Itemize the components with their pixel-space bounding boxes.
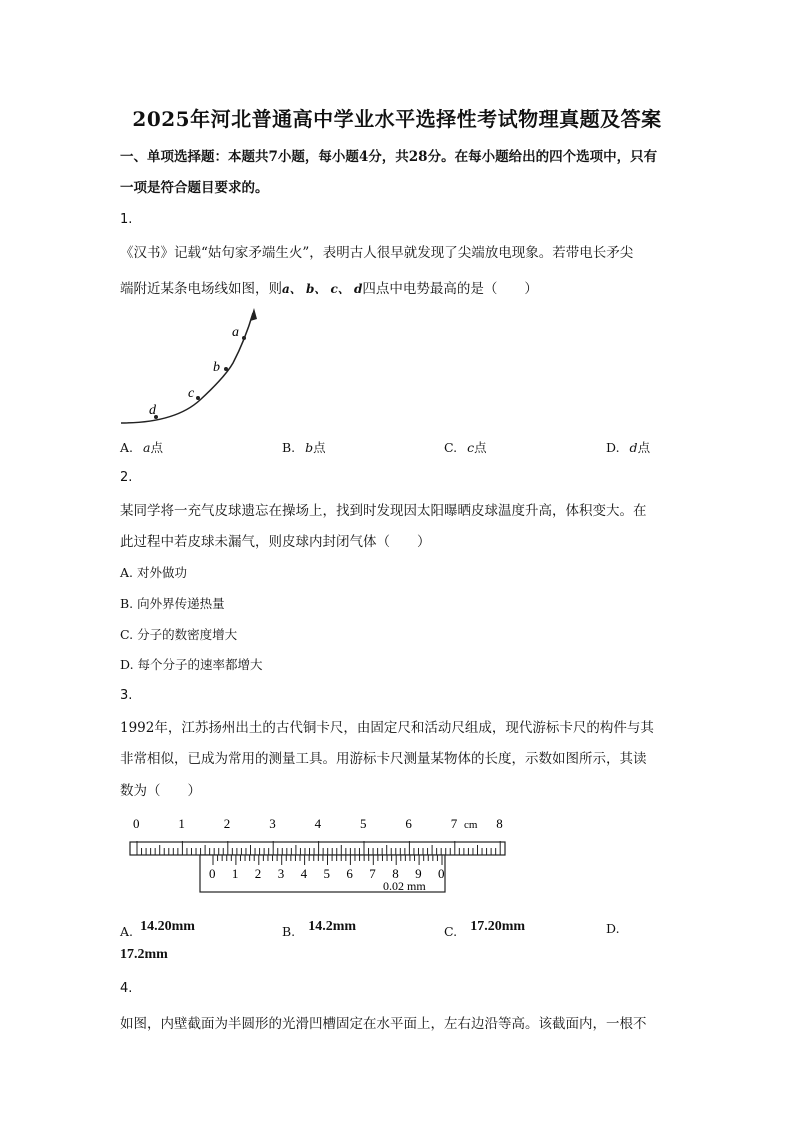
main-scale-number: 6 [405,816,412,831]
field-line-figure [115,305,265,430]
q2-number: 2. [120,470,133,485]
q1-option-a-label: A. [120,440,134,455]
q3-option-a-value: 14.20mm [140,919,195,934]
vernier-number: 5 [323,866,330,881]
point-d-label: d [149,403,156,418]
point-a-label: a [232,325,239,340]
q3-text-line3: 数为（ ） [120,783,201,799]
main-scale-number: 3 [269,816,276,831]
q3-option-b-value: 14.2mm [308,919,357,934]
vernier-number: 0 [438,866,445,881]
main-scale-number: 1 [178,816,185,831]
q3-number: 3. [120,688,133,703]
section-heading-line2: 一项是符合题目要求的。 [120,180,269,196]
main-scale-unit: cm [464,819,478,831]
q3-text-line2: 非常相似，已成为常用的测量工具。用游标卡尺测量某物体的长度，示数如图所示，其读 [120,751,647,767]
q3-option-c[interactable] [444,915,526,939]
q1-option-c-text: 点 [474,440,487,455]
vernier-number: 2 [254,866,262,881]
q1-text-suffix: 四点中电势最高的是（ ） [362,281,538,297]
vernier-number: 4 [300,866,308,881]
q1-option-c[interactable] [444,438,487,456]
q1-number: 1. [120,212,133,227]
vernier-number: 8 [392,866,399,881]
q1-option-b-var: b [305,440,314,455]
main-scale-number: 5 [360,816,367,831]
vernier-number: 7 [369,866,376,881]
q3-option-d-value[interactable]: 17.2mm [120,947,168,962]
q1-option-c-var: c [467,440,475,455]
q1-text-line2 [120,277,538,297]
q3-option-b-label: B. [282,924,296,939]
q1-text-prefix: 端附近某条电场线如图，则 [120,281,282,297]
main-scale-number: 4 [314,816,322,831]
q1-option-b[interactable] [282,438,326,456]
q2-option-b[interactable]: B. 向外界传递热量 [120,596,225,611]
q2-option-a[interactable]: A. 对外做功 [120,565,187,580]
page-title: 2025年河北普通高中学业水平选择性考试物理真题及答案 [132,107,662,131]
point-b-label: b [213,360,220,375]
main-scale-number: 2 [223,816,231,831]
vernier-number: 6 [346,866,353,881]
q3-option-b[interactable] [282,915,357,939]
q3-text-line1: 1992年，江苏扬州出土的古代铜卡尺，由固定尺和活动尺组成，现代游标卡尺的构件与其 [120,720,654,736]
main-scale-number: 8 [496,816,503,831]
q1-option-d-label: D. [606,440,620,455]
q2-text-line2: 此过程中若皮球未漏气，则皮球内封闭气体（ ） [120,534,431,550]
q1-option-d-var: d [629,440,638,455]
q3-option-a-label: A. [120,924,134,939]
section-heading-line1: 一、单项选择题：本题共7小题，每小题4分，共28分。在每小题给出的四个选项中，只有 [120,149,658,165]
q1-text-line1: 《汉书》记载“姑句家矛端生火”，表明古人很早就发现了尖端放电现象。若带电长矛尖 [120,245,634,261]
q1-option-a[interactable] [120,438,163,456]
vernier-number: 3 [277,866,285,881]
q1-option-b-text: 点 [313,440,326,455]
q1-option-a-var: a [143,440,151,455]
main-scale [130,816,505,855]
vernier-number: 1 [231,866,239,881]
q1-option-c-label: C. [444,440,458,455]
q1-option-b-label: B. [282,440,296,455]
q2-option-d[interactable]: D. 每个分子的速率都增大 [120,657,263,672]
q4-text-line1: 如图，内壁截面为半圆形的光滑凹槽固定在水平面上，左右边沿等高。该截面内，一根不 [120,1016,647,1032]
point-a-dot [242,336,246,340]
main-scale-body [130,842,505,855]
q1-option-a-text: 点 [150,440,163,455]
q1-option-d-text: 点 [637,440,651,455]
point-c-label: c [188,386,195,401]
q3-option-d-label[interactable]: D. [606,921,620,936]
field-line-arrowhead [250,308,257,321]
q4-number: 4. [120,981,133,996]
point-c-dot [196,396,200,400]
main-scale-number: 0 [133,816,140,831]
q3-option-c-label: C. [444,924,458,939]
q3-option-c-value: 17.20mm [470,919,526,934]
point-b-dot [224,367,228,371]
main-scale-number: 7 [450,816,458,831]
q2-text-line1: 某同学将一充气皮球遗忘在操场上，找到时发现因太阳曝晒皮球温度升高，体积变大。在 [120,503,647,519]
vernier-precision-label: 0.02 mm [383,879,426,893]
vernier-number: 0 [209,866,216,881]
q1-option-d[interactable] [606,438,650,456]
q2-option-c[interactable]: C. 分子的数密度增大 [120,627,238,642]
q1-points: a、 b、 c、 d [282,282,363,296]
vernier-caliper-figure [125,812,515,900]
vernier-number: 9 [415,866,422,881]
q3-option-a[interactable] [120,915,195,939]
